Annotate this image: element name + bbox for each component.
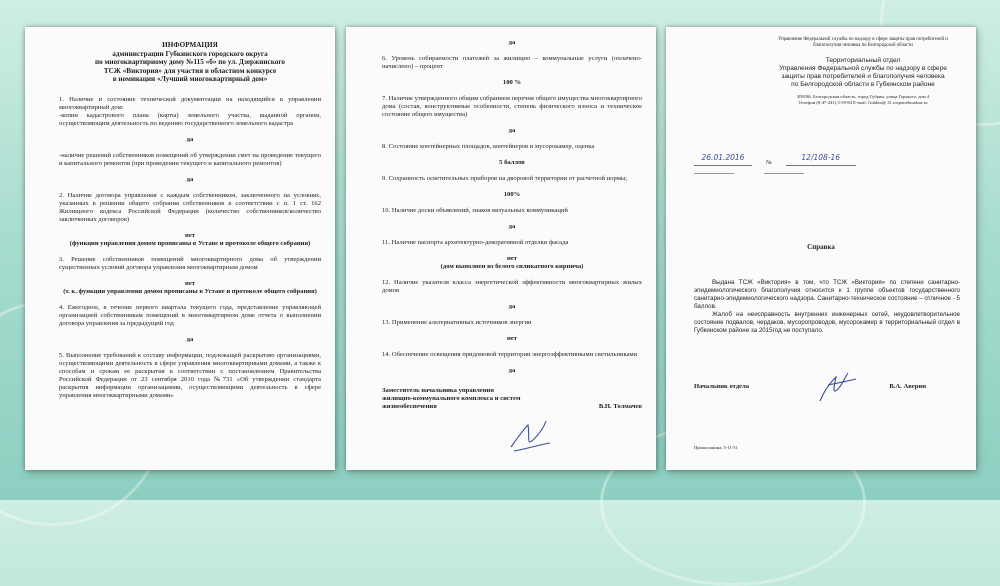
item-9: 9. Сохранность осветительных приборов на дворовой территории от расчетной нормы; xyxy=(382,175,628,182)
blank-line xyxy=(764,173,804,174)
item-2: 2. Наличие договора управления с каждым собственником, заключенного на условиях, указанных в решении общего собрания собственников в соответствии с п. 1 ст. 162 Жилищного кодекса Российской Федерации (количество собственников/количество заключенных договоров) xyxy=(59,191,321,223)
certificate-body: Выдана ТСЖ «Виктория» в том, что ТСЖ «Виктория» по степени санитарно-эпидемиологического благополучия относится к 1 группе объектов государственного санитарно-эпидемиологического надзора. Санитарно-техническое состояние – отличное - 5 баллов. xyxy=(694,279,960,310)
item-13: 13. Применение альтернативных источников энергии xyxy=(382,319,532,326)
answer-note: (функции управления домом прописаны в Уставе и протоколе общего собрания) xyxy=(69,239,311,247)
doc-subtitle-line: ТСЖ «Виктория» для участия в областном конкурсе xyxy=(103,66,277,75)
blank-line xyxy=(694,173,734,174)
signer-name: В.А. Аверин xyxy=(889,383,926,390)
answer-note: (дом выполнен из белого силикатного кирпича) xyxy=(440,263,584,270)
answer: нет xyxy=(507,335,517,342)
answer: да xyxy=(508,367,516,374)
item-12: 12. Наличие указателя класса энергетической эффективности многоквартирных жилых домов xyxy=(382,279,642,294)
department-line: Территориальный отдел xyxy=(825,57,901,64)
doc-subtitle-line: администрации Губкинского городского округа xyxy=(112,49,268,58)
date-field xyxy=(694,147,752,166)
signature-block xyxy=(382,387,642,411)
item-14: 14. Обеспечение освещения придомовой территории энергоэффективными светильниками xyxy=(382,351,638,358)
handwritten-number: 12/108-16 xyxy=(801,153,841,162)
item-3: 3. Решение собственников помещений многоквартирного дома об утверждении существенных условий договора управления многоквартирным домом xyxy=(59,255,321,271)
answer: да xyxy=(508,39,516,46)
doc-subtitle-line: в номинации «Лучший многоквартирный дом» xyxy=(112,75,268,84)
answer: 100 % xyxy=(502,79,522,86)
answer: да xyxy=(508,223,516,230)
answer: да xyxy=(186,335,194,343)
answer: нет xyxy=(185,231,195,239)
answer: да xyxy=(186,135,194,143)
number-sign: № xyxy=(766,160,772,166)
item-10: 10. Наличие доски объявлений, знаков визуальных коммуникаций xyxy=(382,207,568,214)
certificate-body: Жалоб на неисправность внутренних инженерных сетей, неудовлетворительное состояние подвалов, чердаков, мусоропроводов, мусорокамер в территориальный отдел в Губкинском районе за 2015год не поступало. xyxy=(694,311,960,334)
answer: нет xyxy=(507,255,517,262)
document-page-2 xyxy=(346,27,656,470)
handwritten-signature xyxy=(814,367,860,407)
answer: да xyxy=(186,175,194,183)
department-line: Управления Федеральной службы по надзору в сфере xyxy=(779,65,947,72)
signer-title: Заместитель начальника управления жилищно-коммунального комплекса и систем жизнеобеспечения xyxy=(382,387,521,410)
certificate-heading: Справка xyxy=(807,243,835,251)
item-7: 7. Наличие утвержденного общим собранием перечня общего имущества многоквартирного дома (состав, конструктивные особенности, степень физического износа и техническое состояние общего имущества) xyxy=(382,95,642,118)
handwritten-signature xyxy=(506,417,556,457)
number-field xyxy=(786,147,856,166)
answer: 5 баллов xyxy=(499,159,525,166)
item-4: 4. Ежегодное, в течение первого квартала текущего года, представление управляющей организацией собственникам помещений в многоквартирном доме отчета о выполнении договора управления за предыдущий год xyxy=(59,303,321,327)
answer: да xyxy=(508,127,516,134)
item-8: 8. Состояние контейнерных площадок, контейнеров и мусорокамер, оценка xyxy=(382,143,595,150)
agency-name: Управление Федеральной службы по надзору в сфере защиты прав потребителей и благополучия человека по Белгородской области xyxy=(778,37,948,48)
doc-subtitle-line: по многоквартирному дому №115 «б» по ул. Дзержинского xyxy=(94,58,286,67)
document-page-3 xyxy=(666,27,976,470)
handwritten-date: 26.01.2016 xyxy=(701,153,745,162)
answer-note: (т. к. функции управления домом прописаны в Уставе и протоколе общего собрания) xyxy=(63,287,317,295)
footer-note: Проколошина, 5-11-51 xyxy=(694,445,738,450)
item-5: 5. Выполнение требований к составу информации, подлежащей раскрытию организациями, осуществляющими деятельность в сфере управления многоквартирными домами, а также к способам и срокам ее раскрытия в соответствии с постановлением Правительства Российской Федерации от 23 сентября 2010 года №731 «Об утверждении стандарта раскрытия информации организациями, осуществляющими деятельность в сфере управления многоквартирными домами» xyxy=(59,351,321,399)
signer-title: Начальник отдела xyxy=(694,383,750,390)
doc-title: ИНФОРМАЦИЯ xyxy=(162,41,218,49)
answer: да xyxy=(508,303,516,310)
item-1-sub: -копии кадастрового плана (карты) земельного участка, выданной органом, осуществляющим деятельность по ведению государственного земельного кадастра xyxy=(59,111,321,127)
item-1: 1. Наличие и состояние технической документации на находящийся в управлении многоквартирный дом: xyxy=(59,95,321,111)
answer: 100% xyxy=(503,191,521,198)
department-line: защиты прав потребителей и благополучия человека xyxy=(781,73,945,80)
document-page-1 xyxy=(25,27,335,470)
item-6: 6. Уровень собираемости платежей за жилищно – коммунальные услуги (оплачено-начислено) – процент xyxy=(382,55,642,70)
signature-block xyxy=(694,383,926,391)
answer: нет xyxy=(185,279,195,287)
department-line: по Белгородской области в Губкинском районе xyxy=(791,81,935,88)
address: 309186, Белгородская область, город Губкин, улица Горького, дом 4 xyxy=(796,94,930,99)
signer-name: В.Н. Толмачев xyxy=(598,403,642,410)
contacts: Телефон (8-47-241) 5-59-84 E-mail: Gubkin@ 31.rospotrebnadzor.ru xyxy=(798,100,928,105)
item-1-sub: -наличие решений собственников помещений об утверждении смет на проведение текущего и капитального ремонтов (при проведении текущего и капитального ремонтов) xyxy=(59,151,321,167)
item-11: 11. Наличие паспорта архитектурно-декоративной отделки фасада xyxy=(382,239,569,246)
